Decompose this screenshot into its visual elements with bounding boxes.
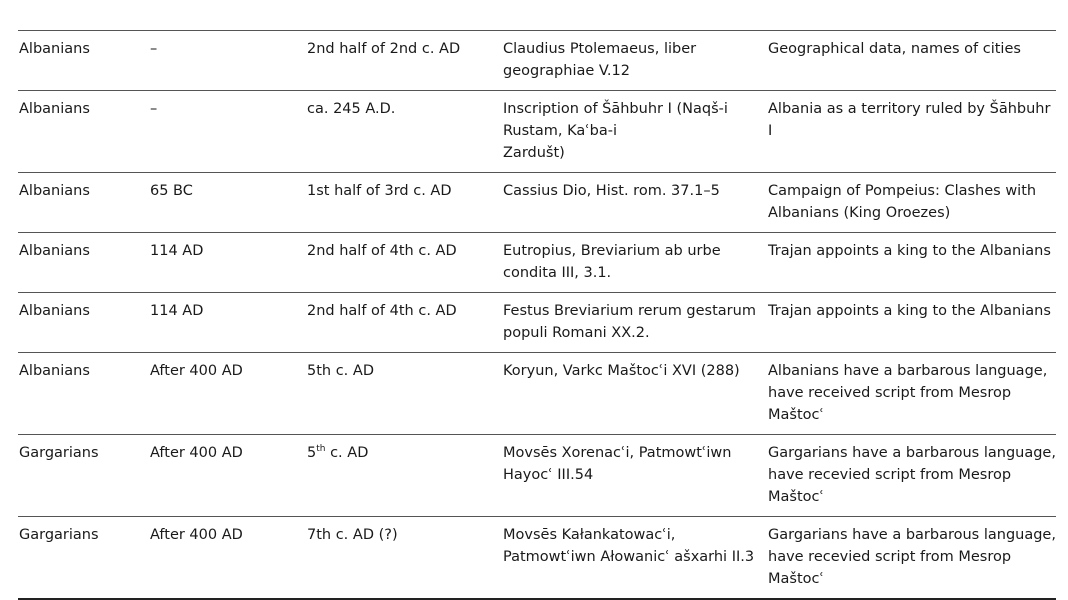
cell-content: Albanians have a barbarous language, have received script from Mesrop Maštocʿ — [768, 363, 1048, 423]
cell-event-date: After 400 AD — [150, 363, 243, 379]
table-row — [18, 173, 1056, 233]
cell-content: Trajan appoints a king to the Albanians — [768, 243, 1051, 259]
cell-people: Albanians — [19, 183, 90, 199]
table-row — [18, 293, 1056, 353]
source-date-number: 5 — [307, 445, 317, 461]
cell-source-date: 2nd half of 2nd c. AD — [307, 41, 461, 57]
cell-content: Albania as a territory ruled by Šāhbuhr I — [768, 101, 1051, 139]
cell-source: Inscription of Šāhbuhr I (Naqš-i Rustam, Kaʿba-i Zardušt) — [503, 101, 728, 161]
cell-people: Albanians — [19, 243, 90, 259]
table-row — [18, 353, 1056, 435]
cell-people: Gargarians — [19, 445, 99, 461]
cell-source: Movsēs Kałankatowacʿi, Patmowtʿiwn Ałowanicʿ ašxarhi II.3 — [503, 527, 755, 565]
table-row — [18, 233, 1056, 293]
cell-people: Albanians — [19, 41, 90, 57]
sources-table — [18, 30, 1056, 600]
cell-source: Festus Breviarium rerum gestarum populi Romani XX.2. — [503, 303, 756, 341]
cell-content: Campaign of Pompeius: Clashes with Albanians (King Oroezes) — [768, 183, 1037, 221]
table-row — [18, 91, 1056, 173]
cell-source-date: ca. 245 A.D. — [307, 101, 396, 117]
cell-event-date: After 400 AD — [150, 527, 243, 543]
cell-source: Claudius Ptolemaeus, liber geographiae V.12 — [503, 41, 697, 79]
source-date-superscript: th — [316, 444, 326, 455]
cell-content: Gargarians have a barbarous language, have recevied script from Mesrop Maštocʿ — [768, 445, 1056, 505]
cell-content: Gargarians have a barbarous language, have recevied script from Mesrop Maštocʿ — [768, 527, 1056, 587]
cell-source-date: 2nd half of 4th c. AD — [307, 243, 457, 259]
sources-table-wrap — [18, 30, 1056, 600]
table-row — [18, 435, 1056, 517]
cell-source: Cassius Dio, Hist. rom. 37.1–5 — [503, 183, 720, 199]
cell-event-date: 114 AD — [150, 243, 204, 259]
cell-people: Albanians — [19, 363, 90, 379]
cell-source: Eutropius, Breviarium ab urbe condita III, 3.1. — [503, 243, 721, 281]
cell-source-date: 5th c. AD — [307, 363, 374, 379]
cell-people: Albanians — [19, 303, 90, 319]
cell-source: Movsēs Xorenacʿi, Patmowtʿiwn Hayocʿ III.54 — [503, 445, 732, 483]
cell-source-date: 7th c. AD (?) — [307, 527, 398, 543]
table-row — [18, 31, 1056, 91]
cell-event-date: – — [150, 101, 158, 117]
cell-event-date: 114 AD — [150, 303, 204, 319]
cell-people: Albanians — [19, 101, 90, 117]
cell-people: Gargarians — [19, 527, 99, 543]
cell-source-date — [306, 435, 502, 517]
cell-event-date: 65 BC — [150, 183, 193, 199]
table-row — [18, 517, 1056, 600]
cell-event-date: After 400 AD — [150, 445, 243, 461]
cell-source-date: 1st half of 3rd c. AD — [307, 183, 452, 199]
source-date-rest: c. AD — [325, 445, 369, 461]
cell-event-date: – — [150, 41, 158, 57]
cell-source: Koryun, Varkc Maštocʿi XVI (288) — [503, 363, 740, 379]
cell-content: Geographical data, names of cities — [768, 41, 1021, 57]
cell-source-date: 2nd half of 4th c. AD — [307, 303, 457, 319]
cell-content: Trajan appoints a king to the Albanians — [768, 303, 1051, 319]
